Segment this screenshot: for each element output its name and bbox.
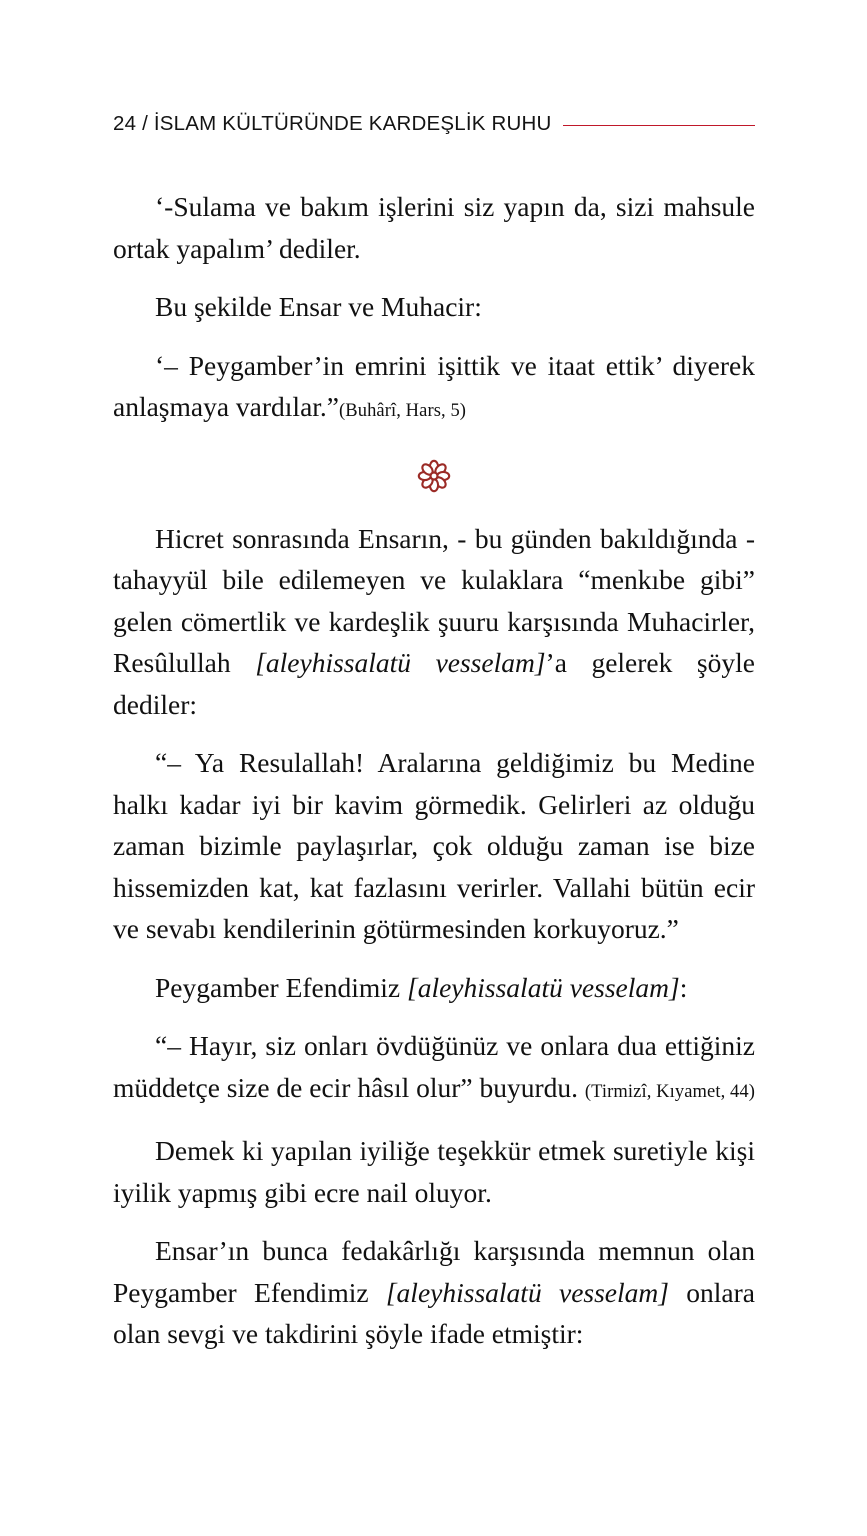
paragraph-7 xyxy=(113,1025,755,1113)
hadith-citation-tirmizi: (Tirmizî, Kıyamet, 44) xyxy=(584,1081,755,1102)
paragraph-6-honorific: [aleyhissalatü vesselam] xyxy=(407,971,680,1003)
section-ornament xyxy=(113,459,755,493)
running-head-rule xyxy=(563,125,755,126)
paragraph-4-honorific: [aleyhissalatü vesselam] xyxy=(255,647,546,678)
paragraph-4-text-before: Hicret sonrasında Ensarın, - bu günden bakıldığında - tahayyül bile edilemeyen ve kulaklara “menkıbe gibi” gelen cömertlik ve kardeşlik şuuru karşısında Muhacirler, Resûlullah xyxy=(113,522,755,678)
paragraph-7-text: “– Hayır, siz onları övdüğünüz ve onlara dua ettiğiniz müddetçe size de ecir hâsıl olur” buyurdu. xyxy=(113,1030,755,1103)
paragraph-6 xyxy=(113,967,755,1009)
hadith-citation-buhari: (Buhârî, Hars, 5) xyxy=(339,401,467,421)
paragraph-9-text-before: Ensar’ın bunca fedakârlığı karşısında memnun olan Peygamber Efendimiz xyxy=(113,1235,755,1308)
paragraph-4 xyxy=(113,518,755,726)
floral-rosette-icon xyxy=(417,459,451,493)
running-head-label: 24 / İSLAM KÜLTÜRÜNDE KARDEŞLİK RUHU xyxy=(113,112,552,135)
paragraph-3-text: ‘– Peygamber’in emrini işittik ve itaat ettik’ diyerek anlaşmaya vardılar.” xyxy=(113,349,755,422)
running-head xyxy=(113,112,755,136)
paragraph-2: Bu şekilde Ensar ve Muhacir: xyxy=(155,291,482,322)
paragraph-6-text-before: Peygamber Efendimiz xyxy=(155,971,407,1003)
paragraph-5: “– Ya Resulallah! Aralarına geldiğimiz bu Medine halkı kadar iyi bir kavim görmedik. Gelirleri az olduğu zaman bizimle paylaşırlar, çok olduğu zaman ise bize hissemizden kat, kat fazlasını verirler. Vallahi bütün ecir ve sevabı kendilerinin götürmesinden korkuyoruz.” xyxy=(113,747,755,944)
paragraph-9 xyxy=(113,1230,755,1355)
paragraph-9-text-after: onlara olan sevgi ve takdirini şöyle ifade etmiştir: xyxy=(113,1276,755,1349)
paragraph-9-honorific: [aleyhissalatü vesselam] xyxy=(385,1276,669,1308)
paragraph-4-text-after: ’a gelerek şöyle dediler: xyxy=(113,647,755,720)
paragraph-8: Demek ki yapılan iyiliğe teşekkür etmek suretiyle kişi iyilik yapmış gibi ecre nail oluyor. xyxy=(113,1135,755,1208)
page-body xyxy=(113,186,755,1355)
paragraph-3 xyxy=(113,345,755,433)
paragraph-6-text-after: : xyxy=(679,971,688,1003)
paragraph-1: ‘-Sulama ve bakım işlerini siz yapın da, sizi mahsule ortak yapalım’ dediler. xyxy=(113,191,755,264)
